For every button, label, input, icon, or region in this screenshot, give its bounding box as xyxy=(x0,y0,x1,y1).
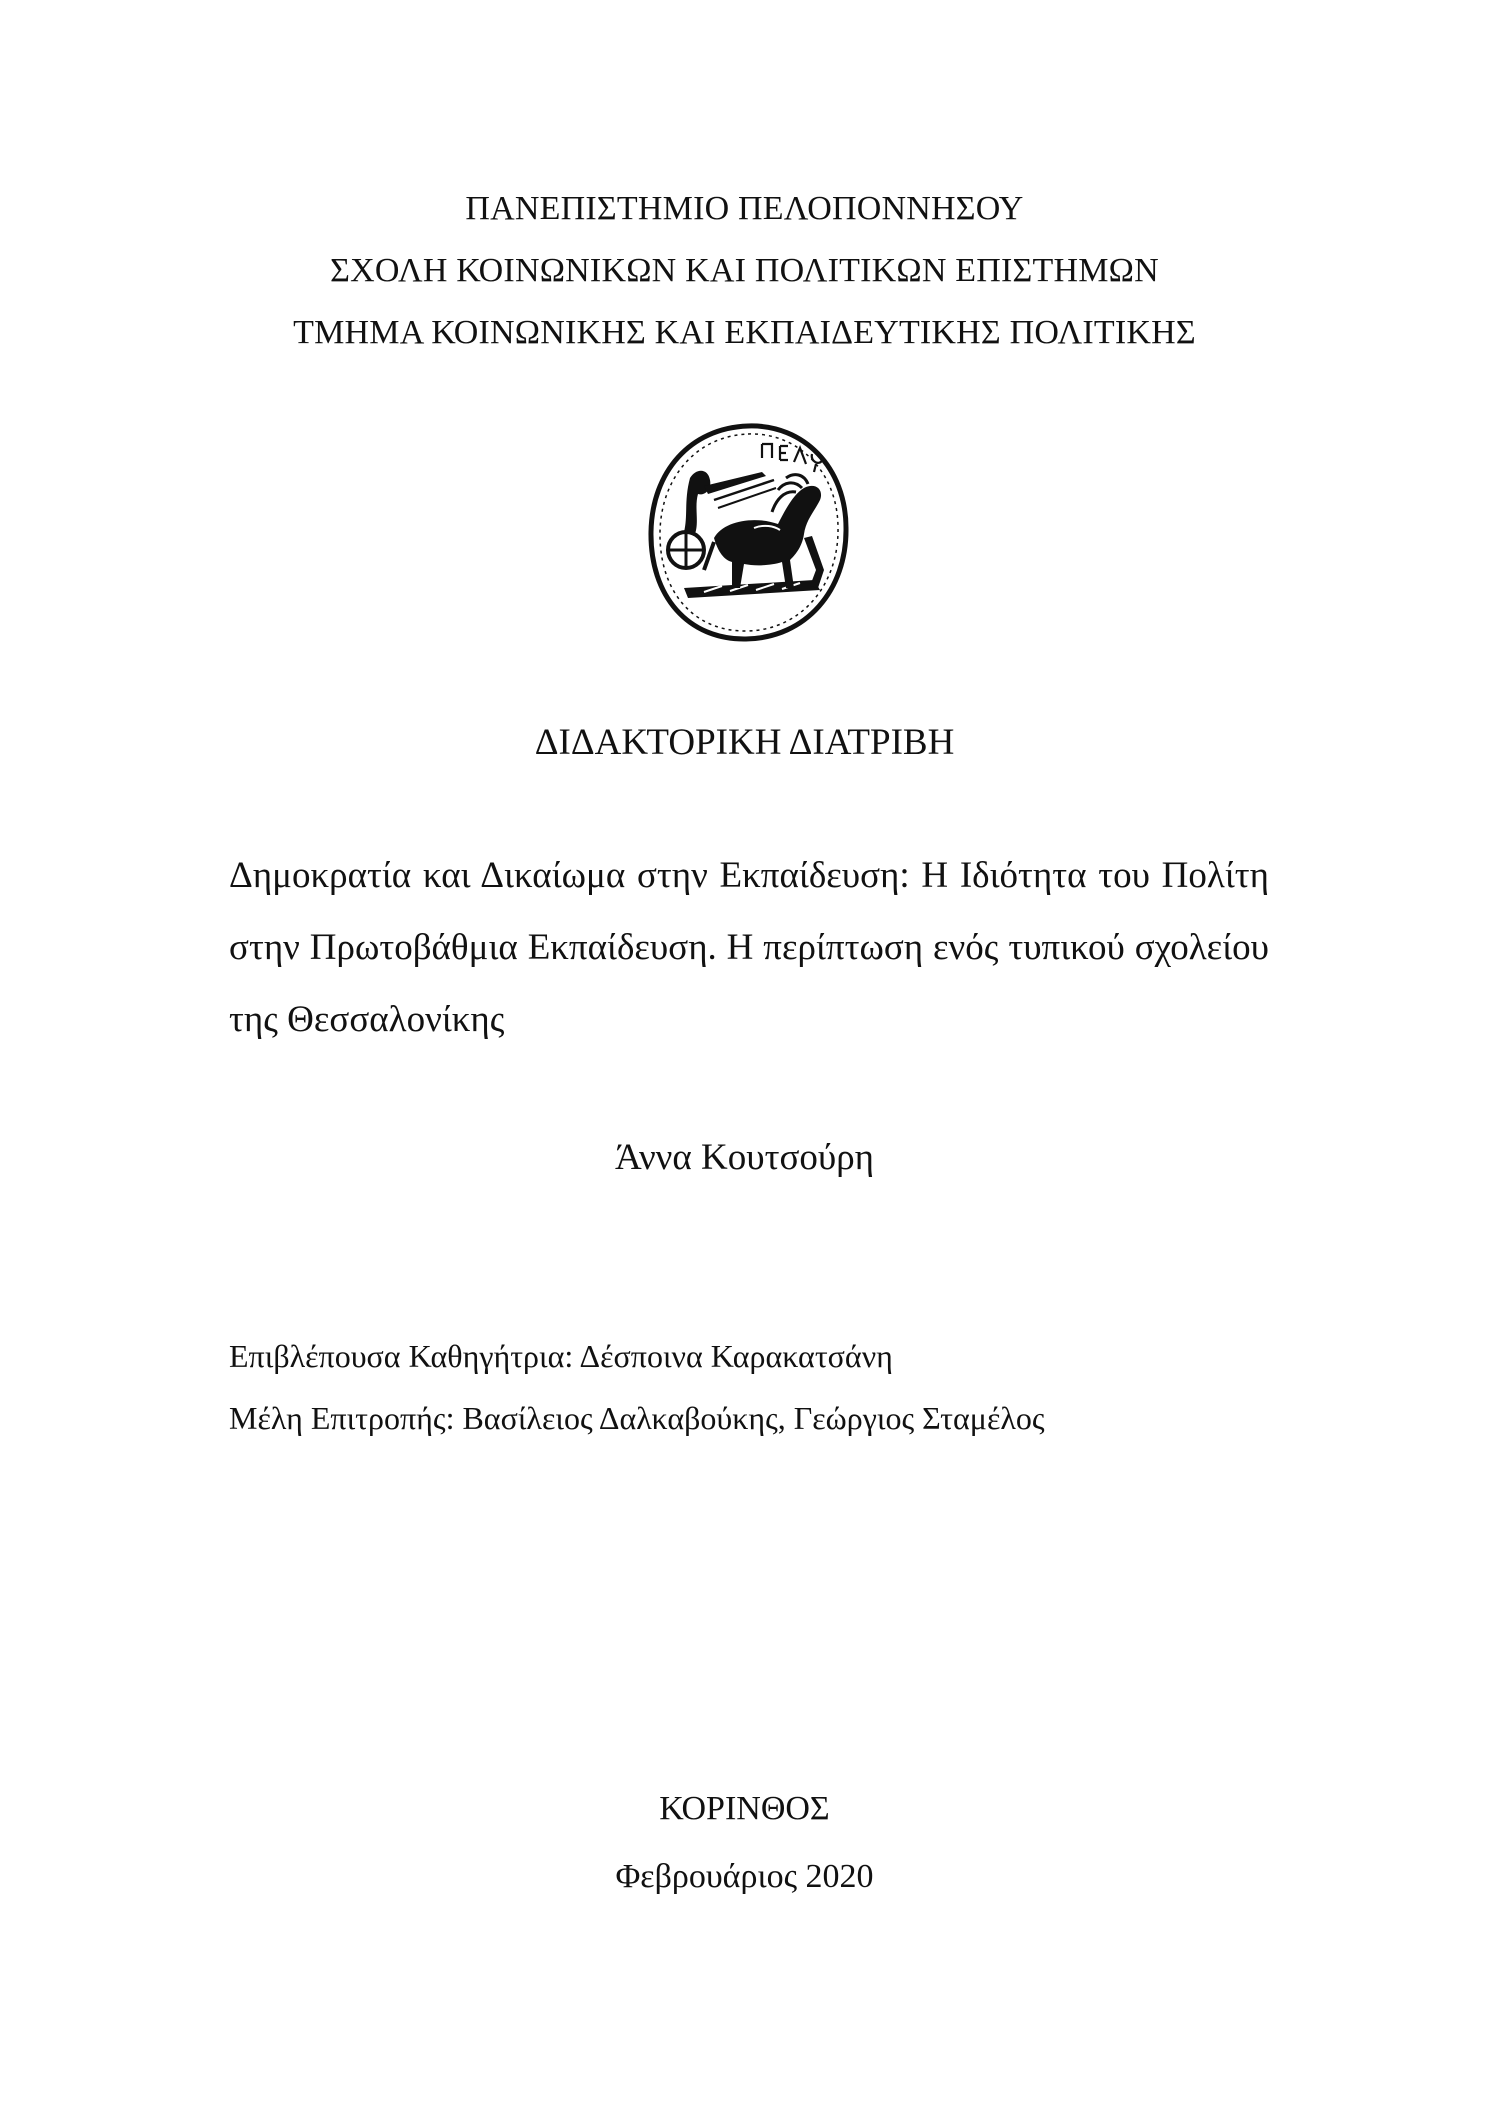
department-name: ΤΜΗΜΑ ΚΟΙΝΩΝΙΚΗΣ ΚΑΙ ΕΚΠΑΙΔΕΥΤΙΚΗΣ ΠΟΛΙΤΙΚΗΣ xyxy=(293,314,1196,351)
city: ΚΟΡΙΝΘΟΣ xyxy=(659,1790,830,1827)
supervisor-line: Επιβλέπουσα Καθηγήτρια: Δέσποινα Καρακατσάνη xyxy=(229,1338,893,1374)
committee-block xyxy=(229,1325,1329,1449)
university-seal-icon xyxy=(644,420,854,645)
author-name: Άννα Κουτσούρη xyxy=(614,1137,875,1178)
institution-header xyxy=(0,178,1489,364)
committee-members-line: Μέλη Επιτροπής: Βασίλειος Δαλκαβούκης, Γεώργιος Σταμέλος xyxy=(229,1400,1045,1436)
date: Φεβρουάριος 2020 xyxy=(615,1858,874,1895)
university-name: ΠΑΝΕΠΙΣΤΗΜΙΟ ΠΕΛΟΠΟΝΝΗΣΟΥ xyxy=(465,190,1024,227)
place-date-footer xyxy=(0,1775,1489,1911)
school-name: ΣΧΟΛΗ ΚΟΙΝΩΝΙΚΩΝ ΚΑΙ ΠΟΛΙΤΙΚΩΝ ΕΠΙΣΤΗΜΩΝ xyxy=(330,252,1159,289)
document-type: ΔΙΔΑΚΤΟΡΙΚΗ ΔΙΑΤΡΙΒΗ xyxy=(534,722,955,763)
thesis-title: Δημοκρατία και Δικαίωμα στην Εκπαίδευση: Η Ιδιότητα του Πολίτη στην Πρωτοβάθμια Εκπαίδευση. Η περίπτωση ενός τυπικού σχολείου της Θεσσαλονίκης xyxy=(229,855,1269,1040)
